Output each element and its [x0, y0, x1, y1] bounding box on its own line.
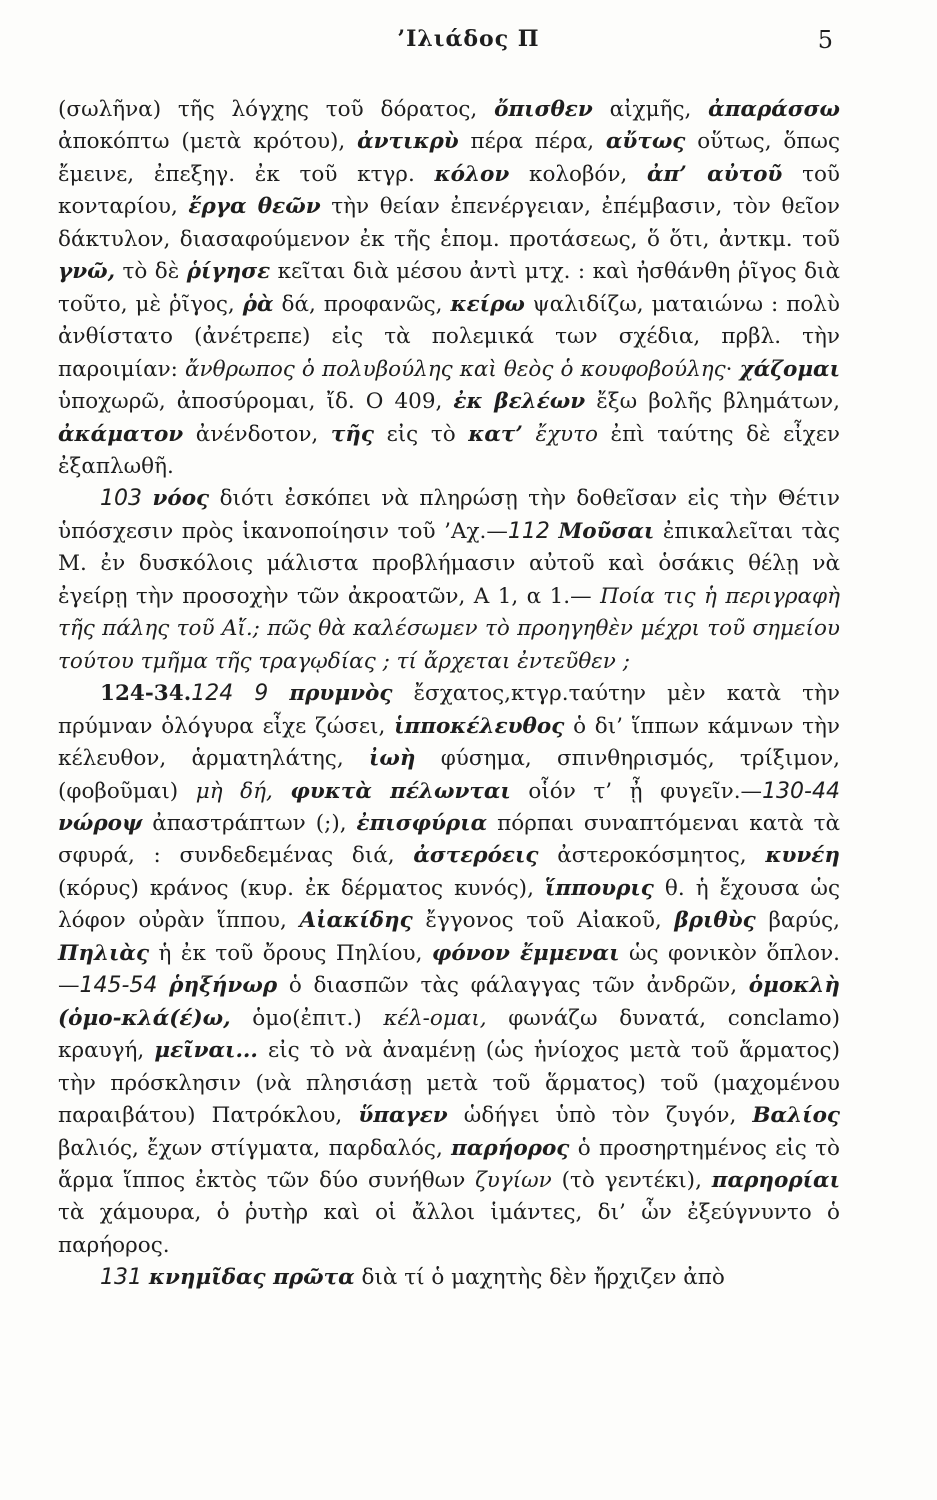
lemma-term: ἐπισφύρια — [356, 810, 488, 836]
paragraph — [58, 483, 840, 678]
lemma-term: ἀντικρὺ — [357, 129, 459, 155]
lemma-term: κυνέη — [765, 843, 841, 869]
lemma-term: ἀπ’ αὐτοῦ — [647, 161, 783, 187]
text-run — [523, 422, 536, 447]
italic-text: ἔχυτο — [535, 421, 598, 447]
text-run — [142, 486, 152, 511]
lemma-term: ἰωὴ — [368, 746, 416, 772]
text-run: ψαλιδίζω, ματαιώνω : πολὺ ἀνθίστατο (ἀνέτρεπε) εἰς τὰ πολεμικά των σχέδια, πρβλ. τὴν παροιμίαν: — [58, 291, 840, 382]
text-run: κολοβόν, — [509, 161, 647, 187]
lemma-term: τῆς — [330, 421, 375, 447]
text-run: αἰχμῆς, — [592, 97, 709, 122]
lemma-term: πρυμνὸς — [289, 681, 393, 707]
lemma-term: γνῶ, — [58, 259, 116, 285]
text-run: ἔσχατος,κτγρ.ταύτην μὲν κατὰ τὴν πρύμναν ὁλόγυρα εἶχε ζώσει, — [58, 681, 840, 739]
lemma-term: αὔτως — [605, 129, 686, 155]
lemma-term: Αἰακίδης — [299, 908, 413, 934]
text-run — [268, 681, 289, 706]
paragraph — [58, 678, 840, 1262]
text-run: ὁ προσηρτημένος εἰς τὸ ἅρμα ἵππος ἐκτὸς τῶν δύο συνήθων — [58, 1135, 840, 1193]
text-run: ὑποχωρῶ, ἀποσύρομαι, ἴδ. Ο 409, — [58, 389, 454, 415]
page-number: 5 — [817, 26, 833, 54]
text-run: διὰ τί ὁ μαχητὴς δὲν ἤρχιζεν ἀπὸ — [354, 1265, 725, 1291]
lemma-term: ῥίγησε — [186, 259, 271, 285]
line-number: 112 — [507, 518, 550, 544]
text-run: βαλιός, ἔχων στίγματα, παρδαλός, — [58, 1135, 452, 1161]
text-run: ὡδήγει ὑπὸ τὸν ζυγόν, — [447, 1103, 753, 1129]
commentary-text — [58, 94, 840, 1295]
line-number: 124 — [191, 681, 234, 707]
lemma-term: ἔργα θεῶν — [188, 194, 321, 220]
text-run: τὰ χάμουρα, ὁ ῥυτὴρ καὶ οἱ ἄλλοι ἱμάντες, δι’ ὧν ἐξεύγνυντο ὁ παρήορος. — [58, 1200, 840, 1258]
lemma-term: φυκτὰ πέλωνται — [290, 778, 511, 804]
lemma-term: ἵππουρις — [544, 875, 654, 901]
lemma-term: κόλον — [434, 161, 510, 187]
text-run: (τὸ γεντέκι), — [551, 1167, 712, 1193]
page-header — [0, 22, 937, 58]
text-run: τὴν θείαν ἐπενέργειαν, ἐπέμβασιν, τὸν θεῖον δάκτυλον, διασαφούμενον ἐκ τῆς ἑπομ. προτάσεως, ὅ ὅτι, ἀντκμ. τοῦ — [58, 194, 840, 252]
line-number: 103 — [100, 486, 142, 512]
lemma-term: ὕπαγεν — [358, 1103, 448, 1129]
text-run — [233, 681, 254, 706]
text-run — [142, 1265, 149, 1290]
paragraph — [58, 94, 840, 483]
text-run: ἐπὶ ταύτης δὲ εἶχεν ἐξαπλωθῆ. — [58, 421, 840, 479]
text-run: ἀνένδοτον, — [183, 421, 331, 447]
text-run: κεῖται διὰ μέσου ἀντὶ μτχ. : καὶ ἠσθάνθη ῥῖγος διὰ τοῦτο, μὲ ῥῖγος, — [58, 259, 841, 317]
lemma-term: ὁμοκλὴ (ὁμο-κλά(έ)ω, — [58, 973, 840, 1031]
italic-text: ζυγίων — [475, 1167, 552, 1193]
line-number: 130-44 — [762, 778, 840, 804]
text-run: οἷόν τ’ ᾖ φυγεῖν.— — [510, 778, 763, 804]
text-run: ὁ δι’ ἵππων κάμνων τὴν κέλευθον, ἁρματηλάτης, — [58, 713, 841, 772]
lemma-term: ἀστερόεις — [413, 843, 539, 869]
text-run — [157, 973, 169, 998]
text-run: ἀποκόπτω (μετὰ κρότου), — [58, 129, 358, 155]
text-run: ἐπικαλεῖται τὰς Μ. ἐν δυσκόλοις μάλιστα προβλήμασιν αὐτοῦ καὶ ὁσάκις θέλῃ νὰ ἐγείρῃ τὴν προσοχὴν τῶν ἀκροατῶν, Α 1, α 1.— — [58, 518, 841, 609]
text-run: · — [725, 356, 740, 382]
lemma-term: κνημῖδας πρῶτα — [148, 1265, 355, 1291]
text-run: φύσημα, σπινθηρισμός, τρίξιμον, (φοβοῦμαι) — [58, 746, 840, 804]
lemma-term: Βαλίος — [752, 1103, 841, 1129]
lemma-term: ῥηξήνωρ — [169, 973, 278, 999]
lemma-term: κείρω — [450, 291, 525, 317]
text-run: εἰς τὸ — [374, 421, 469, 447]
text-run: ἔγγονος τοῦ Αἰακοῦ, — [412, 908, 675, 934]
text-run: ἔξω βολῆς βλημάτων, — [585, 389, 840, 415]
lemma-term: Μοῦσαι — [558, 518, 655, 544]
text-run: εἰς τὸ νὰ ἀναμένῃ (ὡς ἡνίοχος μετὰ τοῦ ἅρματος) τὴν πρόσκλησιν (νὰ πλησιάσῃ μετὰ τοῦ ἅρματος) τοῦ (μαχομένου παραιβάτου) Πατρόκλου, — [58, 1038, 840, 1129]
lemma-term: χάζομαι — [739, 356, 841, 382]
lemma-term: παρηορίαι — [711, 1167, 840, 1193]
text-run: πέρα πέρα, — [458, 129, 606, 155]
paragraph — [58, 1262, 840, 1294]
lemma-term: ἀπαράσσω — [708, 97, 841, 122]
line-number: 9 — [254, 681, 269, 707]
italic-text: κέλ-ομαι, — [383, 1005, 487, 1031]
line-range-heading: 124-34. — [100, 681, 192, 707]
text-run: βαρύς, — [755, 908, 840, 934]
lemma-term: κατ’ — [468, 421, 523, 447]
text-run: οὕτως, ὅπως ἔμεινε, ἐπεξηγ. ἐκ τοῦ κτγρ. — [58, 129, 840, 187]
text-run: πόρπαι συναπτόμεναι κατὰ τὰ σφυρά, : συνδεδεμένας διά, — [58, 810, 840, 869]
line-number: 131 — [100, 1265, 142, 1291]
text-run: (σωλῆνα) τῆς λόγχης τοῦ δόρατος, — [58, 97, 495, 122]
text-run: ἀπαστράπτων (;), — [142, 810, 357, 836]
text-run: ὁ διασπῶν τὰς φάλαγγας τῶν ἀνδρῶν, — [277, 973, 749, 999]
lemma-term: ἀκάματον — [58, 421, 184, 447]
text-run: (κόρυς) κράνος (κυρ. ἐκ δέρματος κυνός), — [58, 875, 545, 901]
text-run: τὸ δὲ — [115, 259, 187, 285]
italic-text: μὴ δή, — [195, 778, 273, 804]
lemma-term: νώροψ — [58, 810, 143, 836]
text-run: ἀστεροκόσμητος, — [538, 843, 766, 869]
lemma-term: Πηλιὰς — [58, 940, 150, 966]
lemma-term: ὄπισθεν — [494, 97, 593, 122]
lemma-term: φόνον ἔμμεναι — [431, 940, 620, 966]
text-run: ὡς φονικὸν ὅπλον. — — [58, 940, 841, 999]
text-run: διότι ἐσκόπει νὰ πληρώσῃ τὴν δοθεῖσαν εἰς τὴν Θέτιν ὑπόσχεσιν πρὸς ἱκανοποίησιν τοῦ ’Αχ.— — [58, 486, 840, 544]
text-run: φωνάζω δυνατά, conclamo) κραυγή, — [58, 1005, 840, 1064]
italic-text: Ποία τις ἡ περιγραφὴ τῆς πάλης τοῦ Αἴ.; πῶς θὰ καλέσωμεν τὸ προηγηθὲν μέχρι τοῦ σημείου τούτου τμῆμα τῆς τραγῳδίας ; τί ἄρχεται ἐντεῦθεν ; — [58, 583, 840, 674]
italic-text: ἄνθρωπος ὁ πολυβούλης καὶ θεὸς ὁ κουφοβούλης — [185, 356, 726, 382]
lemma-term: μεῖναι... — [154, 1038, 258, 1064]
line-number: 145-54 — [79, 973, 158, 999]
text-run: θ. ἡ ἔχουσα ὡς λόφον οὐρὰν ἵππου, — [58, 875, 840, 934]
lemma-term: βριθὺς — [674, 908, 756, 934]
lemma-term: ἱπποκέλευθος — [394, 713, 565, 739]
text-run — [273, 779, 291, 804]
text-run: τοῦ κονταρίου, — [58, 161, 840, 220]
running-title: ’Ιλιάδος Π — [397, 26, 540, 52]
lemma-term: παρήορος — [451, 1135, 570, 1161]
text-run: ὁμο(ἐπιτ.) — [230, 1005, 384, 1031]
text-run: δά, προφανῶς, — [273, 291, 451, 317]
text-run: ἡ ἐκ τοῦ ὄρους Πηλίου, — [149, 940, 432, 966]
lemma-term: ῥὰ — [242, 291, 274, 317]
lemma-term: νόος — [152, 486, 210, 512]
lemma-term: ἐκ βελέων — [453, 389, 586, 415]
